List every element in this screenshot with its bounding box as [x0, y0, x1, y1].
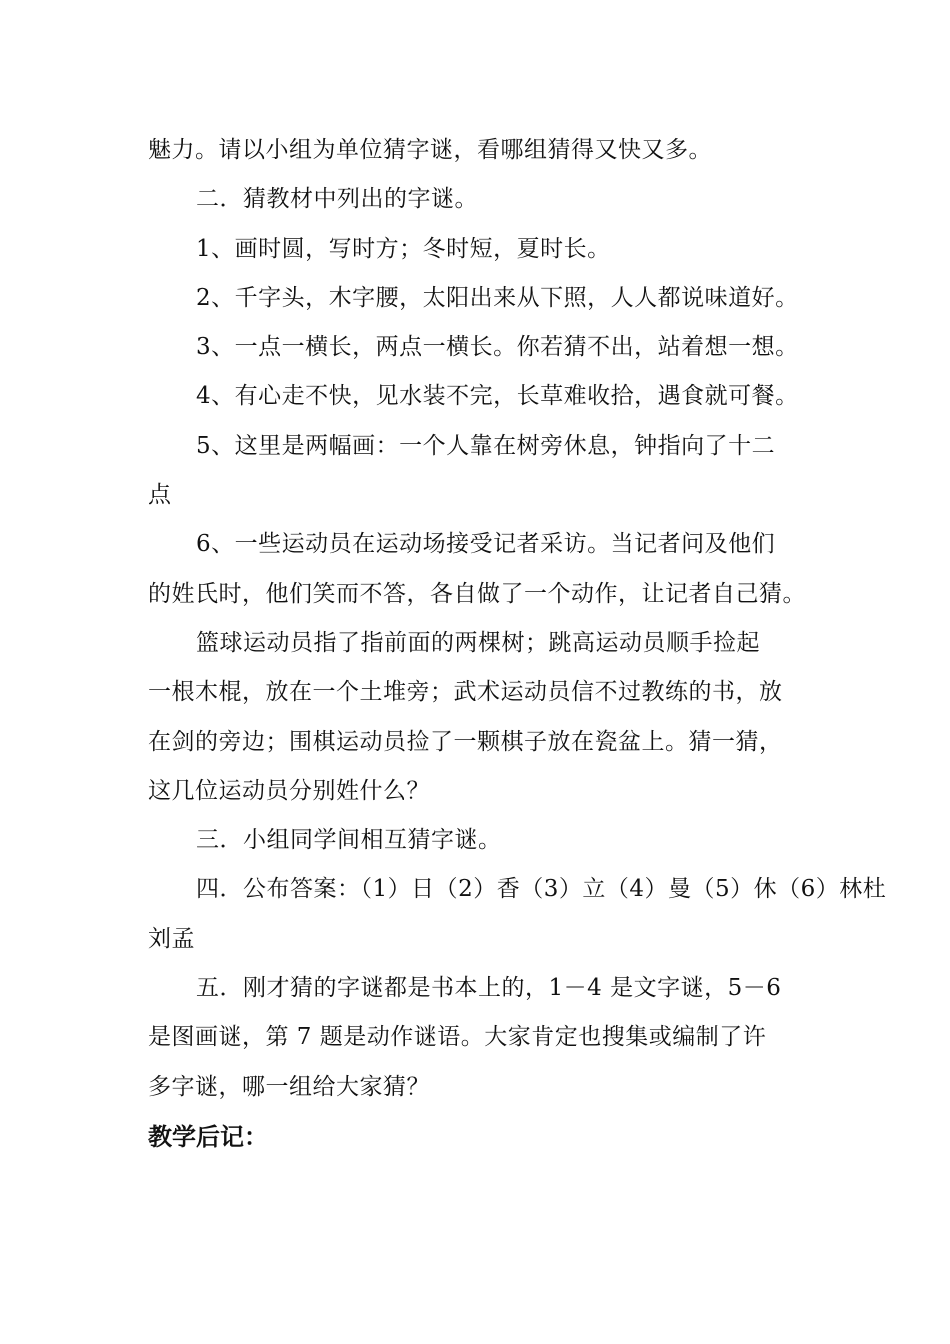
document-body: [148, 126, 887, 1161]
text-line-1: 魅力。请以小组为单位猜字谜，看哪组猜得又快又多。: [148, 137, 712, 163]
riddle-2: 2、千字头，木字腰，太阳出来从下照，人人都说味道好。: [196, 284, 799, 311]
riddle-6-detail-1: 篮球运动员指了指前面的两棵树；跳高运动员顺手捡起: [196, 629, 760, 656]
riddle-5: 5、这里是两幅画：一个人靠在树旁休息，钟指向了十二: [196, 432, 776, 459]
riddle-4: 4、有心走不快，见水装不完，长草难收拾，遇食就可餐。: [196, 383, 799, 410]
section-four-answers: 四．公布答案：（1）日（2）香（3）立（4）曼（5）休（6）林杜: [196, 876, 887, 903]
riddle-6-detail-2: 一根木棍，放在一个土堆旁；武术运动员信不过教练的书，放: [148, 679, 783, 706]
riddle-6-detail-3: 在剑的旁边；围棋运动员捡了一颗棋子放在瓷盆上。猜一猜，: [148, 728, 783, 755]
riddle-1: 1、画时圆，写时方；冬时短，夏时长。: [196, 235, 611, 262]
riddle-6-detail-4: 这几位运动员分别姓什么？: [148, 777, 430, 804]
riddle-5-continued: 点: [148, 482, 172, 509]
riddle-3: 3、一点一横长，两点一横长。你若猜不出，站着想一想。: [196, 334, 799, 361]
section-three-title: 三．小组同学间相互猜字谜。: [196, 827, 502, 854]
riddle-6-continued: 的姓氏时，他们笑而不答，各自做了一个动作，让记者自己猜。: [148, 580, 806, 607]
section-two-title: 二．猜教材中列出的字谜。: [196, 186, 478, 213]
section-five-continued-2: 多字谜，哪一组给大家猜？: [148, 1073, 430, 1100]
teaching-notes-heading: 教学后记：: [148, 1121, 268, 1151]
section-four-answers-continued: 刘孟: [148, 925, 195, 952]
section-five-text: 五．刚才猜的字谜都是书本上的，1－4 是文字谜，5－6: [196, 975, 782, 1002]
riddle-6: 6、一些运动员在运动场接受记者采访。当记者问及他们: [196, 531, 776, 558]
section-five-continued-1: 是图画谜，第 7 题是动作谜语。大家肯定也搜集或编制了许: [148, 1024, 767, 1051]
